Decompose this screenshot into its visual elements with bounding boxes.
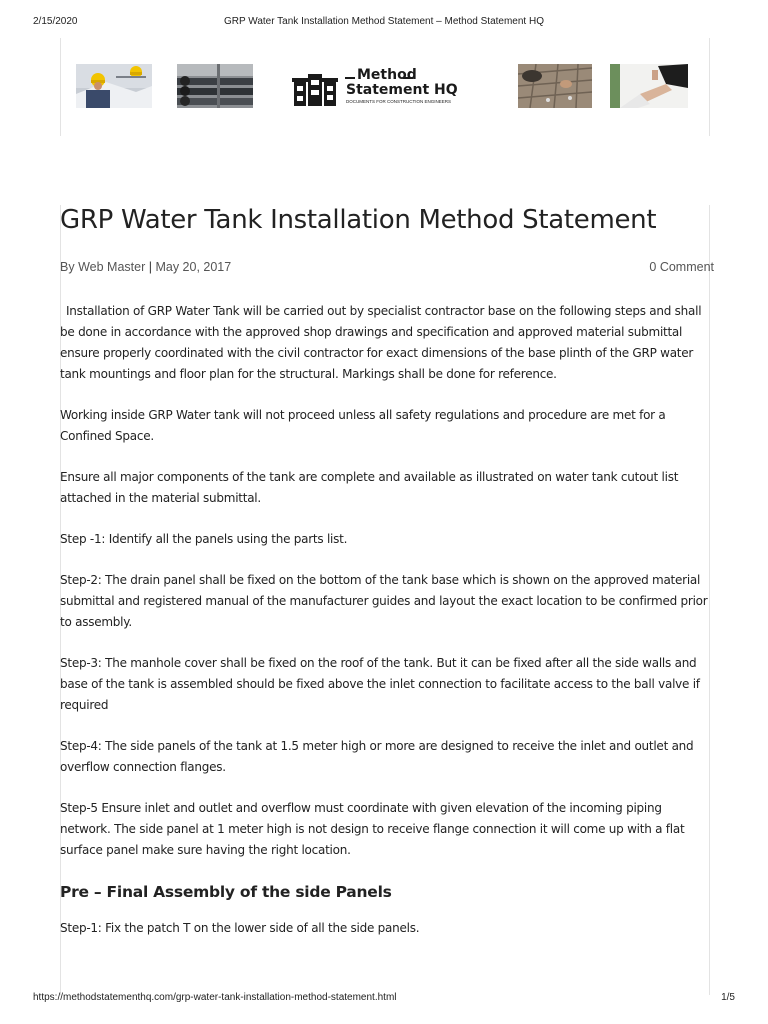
- logo-tagline: DOCUMENTS FOR CONSTRUCTION ENGINEERS: [346, 99, 452, 104]
- comment-count-link[interactable]: 0 Comment: [649, 260, 714, 274]
- paragraph-text: Step-5 Ensure inlet and outlet and overflow must coordinate with given elevation of the incoming piping network. The side panel at 1 meter high is not design to receive flange connection it will come up with a flat surface panel make sure having the right location.: [60, 801, 685, 857]
- print-footer: [0, 992, 768, 1006]
- print-header: [0, 6, 768, 27]
- page-number: 1/5: [721, 992, 735, 1003]
- byline-prefix: By: [60, 260, 75, 274]
- author-link[interactable]: Web Master: [78, 260, 146, 274]
- paragraph: [60, 798, 714, 861]
- article-meta: [60, 260, 714, 274]
- workers-helmets-image[interactable]: [76, 64, 152, 108]
- paragraph: [60, 653, 714, 716]
- paragraph: [60, 467, 714, 509]
- paragraph-text: Step-1: Fix the patch T on the lower side of all the side panels.: [60, 921, 420, 935]
- paragraph: [60, 301, 714, 385]
- paragraph-text: Installation of GRP Water Tank will be carried out by specialist contractor base on the following steps and shall be done in accordance with the approved shop drawings and specification and approved material submittal ensure properly coordinated with the civil contractor for exact dimensions of the base plinth of the GRP water tank mountings and floor plan for the structural. Markings shall be done for reference.: [60, 304, 702, 381]
- paragraph: [60, 918, 714, 939]
- paragraph: [60, 570, 714, 633]
- meta-separator: |: [148, 260, 152, 274]
- paragraph-text: Step-3: The manhole cover shall be fixed on the roof of the tank. But it can be fixed after all the side walls and base of the tank is assembled should be fixed above the inlet connection to facilitate access to the ball valve if required: [60, 656, 700, 712]
- section-heading: Pre – Final Assembly of the side Panels: [60, 883, 392, 901]
- print-title: GRP Water Tank Installation Method Statement – Method Statement HQ: [224, 16, 544, 27]
- print-url: https://methodstatementhq.com/grp-water-tank-installation-method-statement.html: [33, 992, 397, 1003]
- article-title: GRP Water Tank Installation Method Statement: [60, 205, 657, 235]
- paragraph-text: Working inside GRP Water tank will not proceed unless all safety regulations and procedure are met for a Confined Space.: [60, 408, 666, 443]
- paragraph-text: Step-2: The drain panel shall be fixed on the bottom of the tank base which is shown on the approved material submittal and registered manual of the manufacturer guides and layout the exact location to be confirmed prior to assembly.: [60, 573, 708, 629]
- floor-work-image[interactable]: [518, 64, 592, 108]
- logo-line2: Statement HQ: [346, 82, 458, 98]
- article-body: [60, 301, 714, 959]
- paragraph-text: Step-4: The side panels of the tank at 1.5 meter high or more are designed to receive the inlet and outlet and overflow connection flanges.: [60, 739, 694, 774]
- paragraph: [60, 736, 714, 778]
- site-banner: [60, 60, 710, 112]
- handshake-image[interactable]: [610, 64, 688, 108]
- method-statement-hq-logo[interactable]: [290, 66, 470, 108]
- pipes-image[interactable]: [177, 64, 253, 108]
- paragraph-text: Step -1: Identify all the panels using the parts list.: [60, 532, 348, 546]
- print-date: 2/15/2020: [33, 16, 78, 27]
- paragraph: [60, 405, 714, 447]
- logo-line1: Method: [357, 67, 417, 83]
- paragraph-text: Ensure all major components of the tank are complete and available as illustrated on water tank cutout list attached in the material submittal.: [60, 470, 679, 505]
- publish-date: May 20, 2017: [155, 260, 232, 274]
- paragraph: [60, 529, 714, 550]
